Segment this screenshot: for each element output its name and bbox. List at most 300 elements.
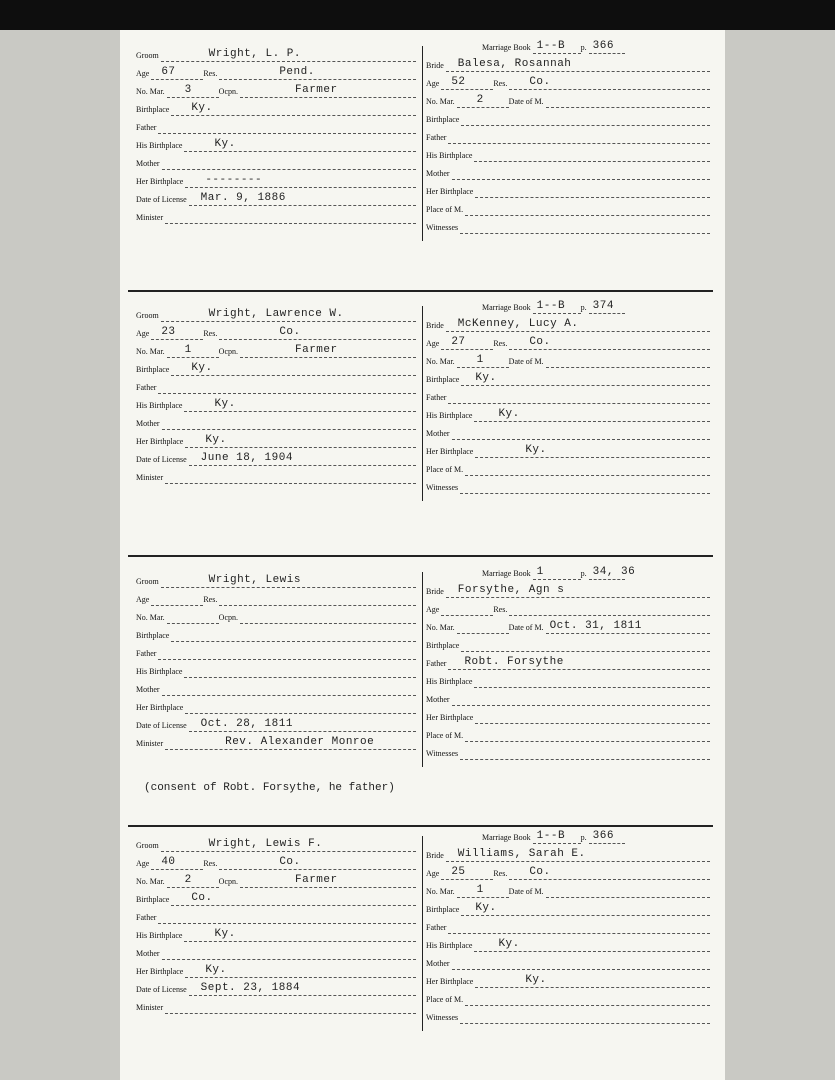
field-label: Ocpn. xyxy=(218,347,238,356)
value-line xyxy=(448,655,710,670)
value-line xyxy=(162,681,416,696)
value-line xyxy=(184,927,416,942)
value-line xyxy=(452,425,710,440)
field-label: Bride xyxy=(426,321,444,330)
field-label: Mother xyxy=(136,159,160,168)
bride-his-birthplace-value: Ky. xyxy=(498,938,520,950)
value-line xyxy=(189,191,416,206)
document-page xyxy=(120,30,725,1080)
field-label: p. xyxy=(580,43,587,52)
form-row xyxy=(426,56,710,72)
book-number-line xyxy=(533,565,581,580)
form-row xyxy=(426,128,710,144)
marriage-book-reference xyxy=(482,564,636,580)
form-row xyxy=(426,406,710,422)
bride-her-birthplace-value: Ky. xyxy=(525,444,547,456)
form-row xyxy=(426,164,710,180)
form-row xyxy=(136,46,416,62)
field-label: Groom xyxy=(136,577,159,586)
form-row xyxy=(426,146,710,162)
form-row xyxy=(136,626,416,642)
field-label: No. Mar. xyxy=(426,887,455,896)
field-label: Birthplace xyxy=(136,895,170,904)
form-row xyxy=(136,306,416,322)
field-label: Her Birthplace xyxy=(426,187,474,196)
value-line xyxy=(465,201,710,216)
field-label: No. Mar. xyxy=(426,623,455,632)
field-label: Age xyxy=(136,329,150,338)
field-label: Birthplace xyxy=(426,641,460,650)
bride-age-value: 25 xyxy=(451,866,466,878)
value-line xyxy=(165,735,416,750)
bride-birthplace-value: Ky. xyxy=(475,902,497,914)
groom-res-value: Co. xyxy=(279,326,301,338)
groom-minister-value: Rev. Alexander Monroe xyxy=(225,736,375,748)
form-row xyxy=(426,882,710,898)
form-row xyxy=(426,654,710,670)
value-line xyxy=(189,451,416,466)
form-row xyxy=(136,190,416,206)
form-row xyxy=(426,990,710,1006)
value-line xyxy=(448,919,710,934)
groom-date-of-license-value: June 18, 1904 xyxy=(200,452,293,464)
column-divider xyxy=(422,836,423,1031)
value-line xyxy=(460,745,710,760)
groom-name-value: Wright, L. P. xyxy=(208,48,301,60)
field-label: Minister xyxy=(136,1003,164,1012)
groom-date-of-license-value: Sept. 23, 1884 xyxy=(200,982,301,994)
groom-name-value: Wright, Lawrence W. xyxy=(208,308,344,320)
field-label: No. Mar. xyxy=(136,877,165,886)
field-label: Witnesses xyxy=(426,1013,459,1022)
value-line xyxy=(184,663,416,678)
form-row xyxy=(136,662,416,678)
bride-his-birthplace-value: Ky. xyxy=(498,408,520,420)
field-label: Groom xyxy=(136,311,159,320)
value-line xyxy=(219,325,416,340)
form-row xyxy=(136,944,416,960)
groom-no-mar-value: 2 xyxy=(184,874,192,886)
form-row xyxy=(426,954,710,970)
value-line xyxy=(184,137,416,152)
field-label: His Birthplace xyxy=(136,667,183,676)
groom-birthplace-value: Co. xyxy=(191,892,213,904)
value-line xyxy=(448,129,710,144)
field-label: Date of M. xyxy=(508,357,544,366)
form-row xyxy=(136,908,416,924)
field-label: No. Mar. xyxy=(136,87,165,96)
value-line xyxy=(240,609,416,624)
value-line xyxy=(151,65,203,80)
field-label: Ocpn. xyxy=(218,613,238,622)
field-label: Age xyxy=(136,69,150,78)
book-number-line xyxy=(533,299,581,314)
value-line xyxy=(446,847,710,862)
form-row xyxy=(426,972,710,988)
value-line xyxy=(240,83,416,98)
right-scan-margin xyxy=(725,30,835,1080)
record-separator xyxy=(128,555,713,557)
value-line xyxy=(446,57,710,72)
form-row xyxy=(136,100,416,116)
value-line xyxy=(452,691,710,706)
field-label: Res. xyxy=(203,859,218,868)
groom-date-of-license-value: Mar. 9, 1886 xyxy=(200,192,286,204)
field-label: Age xyxy=(426,339,440,348)
field-label: His Birthplace xyxy=(426,677,473,686)
book-page-line xyxy=(589,299,625,314)
field-label: Mother xyxy=(136,685,160,694)
field-label: Her Birthplace xyxy=(426,713,474,722)
form-row xyxy=(426,424,710,440)
form-row xyxy=(426,864,710,880)
field-label: Father xyxy=(136,123,157,132)
field-label: Res. xyxy=(493,339,508,348)
field-label: Date of License xyxy=(136,721,187,730)
field-label: Date of License xyxy=(136,455,187,464)
groom-ocpn-value: Farmer xyxy=(295,874,338,886)
value-line xyxy=(461,901,710,916)
field-label: Date of M. xyxy=(508,887,544,896)
field-label: No. Mar. xyxy=(136,613,165,622)
value-line xyxy=(475,443,710,458)
field-label: Father xyxy=(136,383,157,392)
field-label: Res. xyxy=(493,869,508,878)
field-label: Place of M. xyxy=(426,205,464,214)
groom-age-value: 23 xyxy=(161,326,176,338)
form-row xyxy=(136,208,416,224)
value-line xyxy=(219,855,416,870)
form-row xyxy=(426,370,710,386)
value-line xyxy=(457,353,509,368)
field-label: Place of M. xyxy=(426,465,464,474)
form-row xyxy=(136,450,416,466)
form-row xyxy=(136,64,416,80)
form-row xyxy=(426,618,710,634)
form-row xyxy=(426,690,710,706)
value-line xyxy=(161,47,416,62)
value-line xyxy=(167,873,219,888)
book-number: 1--B xyxy=(536,830,566,842)
form-row xyxy=(136,342,416,358)
groom-age-value: 67 xyxy=(161,66,176,78)
groom-name-value: Wright, Lewis F. xyxy=(208,838,323,850)
bride-name-value: Forsythe, Agn s xyxy=(457,584,565,596)
field-label: Ocpn. xyxy=(218,877,238,886)
form-row xyxy=(426,636,710,652)
field-label: Place of M. xyxy=(426,731,464,740)
value-line xyxy=(475,709,710,724)
field-label: Her Birthplace xyxy=(136,703,184,712)
field-label: Date of License xyxy=(136,985,187,994)
value-line xyxy=(441,75,493,90)
form-row xyxy=(136,836,416,852)
value-line xyxy=(165,469,416,484)
form-row xyxy=(136,396,416,412)
marriage-book-reference xyxy=(482,38,625,54)
book-page-line xyxy=(589,565,636,580)
form-row xyxy=(426,316,710,332)
value-line xyxy=(474,407,710,422)
field-label: His Birthplace xyxy=(136,931,183,940)
field-label: Father xyxy=(426,393,447,402)
value-line xyxy=(185,963,416,978)
groom-her-birthplace-value: Ky. xyxy=(205,964,227,976)
form-row xyxy=(136,680,416,696)
value-line xyxy=(465,991,710,1006)
field-label: p. xyxy=(580,303,587,312)
groom-res-value: Pend. xyxy=(279,66,315,78)
value-line xyxy=(441,601,493,616)
marriage-book-reference xyxy=(482,298,625,314)
value-line xyxy=(461,371,710,386)
form-row xyxy=(136,572,416,588)
form-row xyxy=(136,644,416,660)
field-label: Mother xyxy=(426,959,450,968)
bride-name-value: McKenney, Lucy A. xyxy=(457,318,579,330)
groom-no-mar-value: 1 xyxy=(184,344,192,356)
field-label: Minister xyxy=(136,473,164,482)
field-label: Father xyxy=(136,649,157,658)
form-row xyxy=(426,600,710,616)
field-label: His Birthplace xyxy=(136,141,183,150)
value-line xyxy=(185,173,416,188)
field-label: p. xyxy=(580,833,587,842)
field-label: Age xyxy=(136,595,150,604)
form-row xyxy=(426,708,710,724)
value-line xyxy=(171,101,416,116)
value-line xyxy=(167,83,219,98)
bride-birthplace-value: Ky. xyxy=(475,372,497,384)
value-line xyxy=(509,601,710,616)
value-line xyxy=(465,727,710,742)
field-label: Res. xyxy=(203,69,218,78)
value-line xyxy=(161,837,416,852)
field-label: Res. xyxy=(203,329,218,338)
value-line xyxy=(475,973,710,988)
field-label: Her Birthplace xyxy=(426,447,474,456)
value-line xyxy=(460,219,710,234)
value-line xyxy=(448,389,710,404)
form-row xyxy=(426,442,710,458)
value-line xyxy=(474,147,710,162)
form-row xyxy=(426,918,710,934)
field-label: Father xyxy=(426,659,447,668)
value-line xyxy=(546,619,710,634)
book-page: 366 xyxy=(592,830,614,842)
value-line xyxy=(474,673,710,688)
groom-res-value: Co. xyxy=(279,856,301,868)
marriage-record xyxy=(120,298,725,548)
groom-age-value: 40 xyxy=(161,856,176,868)
field-label: Age xyxy=(426,605,440,614)
form-row xyxy=(136,926,416,942)
form-row xyxy=(426,74,710,90)
form-row xyxy=(136,324,416,340)
value-line xyxy=(509,865,710,880)
bride-res-value: Co. xyxy=(529,76,551,88)
value-line xyxy=(171,361,416,376)
bride-date-of-m-value: Oct. 31, 1811 xyxy=(549,620,642,632)
value-line xyxy=(162,155,416,170)
column-divider xyxy=(422,46,423,241)
marriage-record xyxy=(120,564,725,814)
form-row xyxy=(136,962,416,978)
field-label: Witnesses xyxy=(426,483,459,492)
value-line xyxy=(158,645,416,660)
field-label: No. Mar. xyxy=(426,97,455,106)
form-row xyxy=(136,360,416,376)
groom-name-value: Wright, Lewis xyxy=(208,574,301,586)
field-label: Ocpn. xyxy=(218,87,238,96)
groom-birthplace-value: Ky. xyxy=(191,102,213,114)
record-separator xyxy=(128,290,713,292)
form-row xyxy=(136,154,416,170)
value-line xyxy=(240,343,416,358)
bride-no-mar-value: 1 xyxy=(476,354,484,366)
field-label: Birthplace xyxy=(426,115,460,124)
book-number-line xyxy=(533,829,581,844)
field-label: His Birthplace xyxy=(136,401,183,410)
form-row xyxy=(426,334,710,350)
book-number: 1--B xyxy=(536,40,566,52)
value-line xyxy=(474,937,710,952)
value-line xyxy=(546,93,710,108)
field-label: His Birthplace xyxy=(426,941,473,950)
field-label: Mother xyxy=(136,949,160,958)
form-row xyxy=(426,582,710,598)
value-line xyxy=(158,119,416,134)
form-row xyxy=(426,92,710,108)
bride-no-mar-value: 1 xyxy=(476,884,484,896)
value-line xyxy=(151,855,203,870)
value-line xyxy=(446,317,710,332)
value-line xyxy=(240,873,416,888)
value-line xyxy=(441,335,493,350)
book-page: 374 xyxy=(592,300,614,312)
field-label: Groom xyxy=(136,51,159,60)
field-label: Res. xyxy=(493,79,508,88)
value-line xyxy=(446,583,710,598)
field-label: Date of M. xyxy=(508,97,544,106)
field-label: Marriage Book xyxy=(482,43,531,52)
form-row xyxy=(136,698,416,714)
form-row xyxy=(426,182,710,198)
value-line xyxy=(460,479,710,494)
form-row xyxy=(136,378,416,394)
form-row xyxy=(426,1008,710,1024)
form-row xyxy=(426,726,710,742)
bride-res-value: Co. xyxy=(529,866,551,878)
field-label: Mother xyxy=(426,429,450,438)
groom-ocpn-value: Farmer xyxy=(295,344,338,356)
value-line xyxy=(460,1009,710,1024)
field-label: Age xyxy=(426,79,440,88)
value-line xyxy=(457,93,509,108)
value-line xyxy=(158,909,416,924)
field-label: Birthplace xyxy=(426,905,460,914)
book-number: 1 xyxy=(536,566,544,578)
field-label: Her Birthplace xyxy=(136,967,184,976)
field-label: Bride xyxy=(426,61,444,70)
groom-her-birthplace-value: -------- xyxy=(205,174,263,186)
value-line xyxy=(457,619,509,634)
groom-his-birthplace-value: Ky. xyxy=(214,928,236,940)
form-row xyxy=(426,672,710,688)
field-label: Bride xyxy=(426,851,444,860)
value-line xyxy=(151,591,203,606)
form-row xyxy=(426,478,710,494)
value-line xyxy=(167,609,219,624)
field-label: No. Mar. xyxy=(136,347,165,356)
field-label: Marriage Book xyxy=(482,303,531,312)
value-line xyxy=(441,865,493,880)
column-divider xyxy=(422,572,423,767)
field-label: Father xyxy=(136,913,157,922)
form-row xyxy=(426,388,710,404)
left-scan-margin xyxy=(0,30,120,1080)
value-line xyxy=(452,955,710,970)
field-label: Minister xyxy=(136,213,164,222)
value-line xyxy=(162,945,416,960)
bride-age-value: 52 xyxy=(451,76,466,88)
form-row xyxy=(136,118,416,134)
bride-her-birthplace-value: Ky. xyxy=(525,974,547,986)
marriage-record xyxy=(120,828,725,1078)
field-label: Mother xyxy=(136,419,160,428)
value-line xyxy=(162,415,416,430)
field-label: Bride xyxy=(426,587,444,596)
field-label: Witnesses xyxy=(426,749,459,758)
value-line xyxy=(189,981,416,996)
value-line xyxy=(158,379,416,394)
field-label: His Birthplace xyxy=(426,411,473,420)
field-label: Father xyxy=(426,133,447,142)
form-row xyxy=(136,734,416,750)
field-label: His Birthplace xyxy=(426,151,473,160)
field-label: Age xyxy=(136,859,150,868)
value-line xyxy=(171,627,416,642)
value-line xyxy=(452,165,710,180)
form-row xyxy=(136,82,416,98)
field-label: Her Birthplace xyxy=(426,977,474,986)
value-line xyxy=(171,891,416,906)
groom-birthplace-value: Ky. xyxy=(191,362,213,374)
field-label: Birthplace xyxy=(136,365,170,374)
form-row xyxy=(426,936,710,952)
bride-res-value: Co. xyxy=(529,336,551,348)
value-line xyxy=(219,591,416,606)
value-line xyxy=(185,699,416,714)
value-line xyxy=(184,397,416,412)
form-row xyxy=(426,218,710,234)
field-label: Res. xyxy=(493,605,508,614)
marriage-record xyxy=(120,38,725,288)
groom-date-of-license-value: Oct. 28, 1811 xyxy=(200,718,293,730)
bride-age-value: 27 xyxy=(451,336,466,348)
form-row xyxy=(136,980,416,996)
groom-his-birthplace-value: Ky. xyxy=(214,398,236,410)
field-label: Mother xyxy=(426,695,450,704)
record-note: (consent of Robt. Forsythe, he father) xyxy=(144,782,395,794)
field-label: Groom xyxy=(136,841,159,850)
book-page-line xyxy=(589,39,625,54)
form-row xyxy=(426,900,710,916)
field-label: Date of M. xyxy=(508,623,544,632)
value-line xyxy=(509,75,710,90)
form-row xyxy=(426,200,710,216)
groom-ocpn-value: Farmer xyxy=(295,84,338,96)
